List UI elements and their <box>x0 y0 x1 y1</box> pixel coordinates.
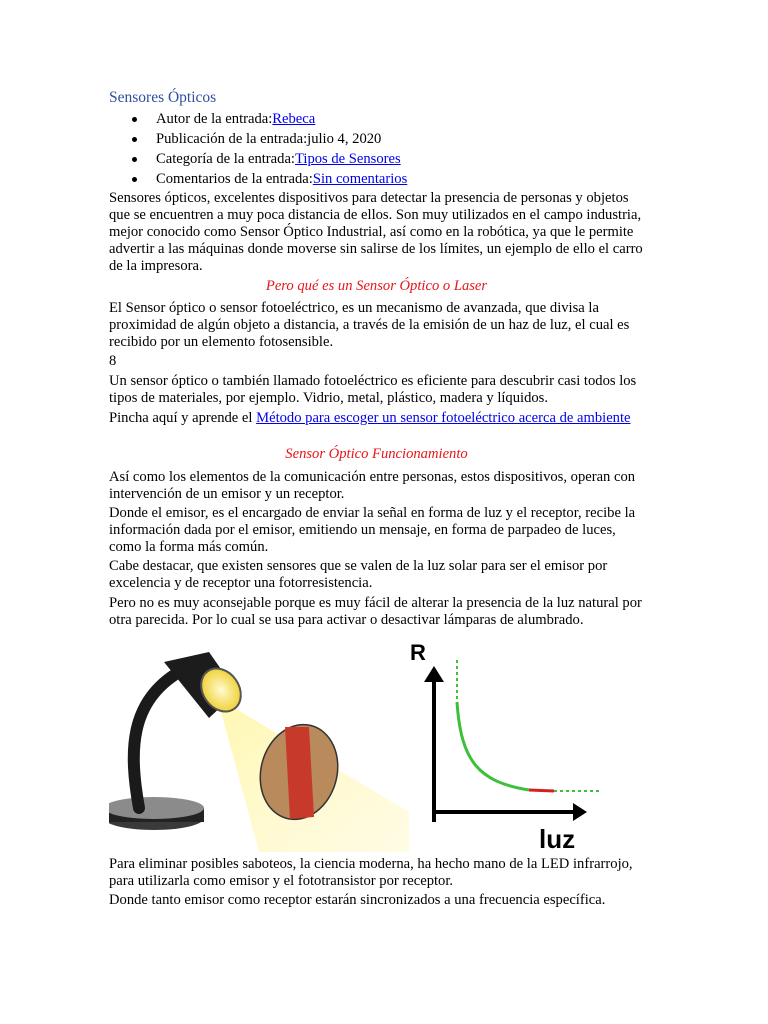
post-meta-list <box>109 111 629 191</box>
photoresistor-track <box>285 727 314 819</box>
graph-x-label: luz <box>539 824 576 852</box>
meta-category <box>109 151 629 171</box>
heading-what-is: Pero qué es un Sensor Óptico o Laser <box>265 278 488 294</box>
paragraph-solar: Cabe destacar, que existen sensores que se valen de la luz solar para ser el emisor por excelencia y de receptor una fotorresistencia. <box>109 558 608 591</box>
paragraph-emitter: Donde el emisor, es el encargado de enviar la señal en forma de luz y el receptor, recibe la información dada por el emisor, emitiendo un mensaje, en forma de parpadeo de luces, como la forma más común. <box>109 505 636 555</box>
sensor-illustration <box>109 632 619 852</box>
x-axis-arrow <box>573 803 587 821</box>
curve-red <box>529 790 554 791</box>
paragraph-definition: El Sensor óptico o sensor fotoeléctrico, es un mecanismo de avanzada, que divisa la proximidad de algún objeto a distancia, a través de la emisión de un haz de luz, el cual es recibido por un elemento fotosensible. <box>109 300 630 350</box>
paragraph-materials: Un sensor óptico o también llamado fotoeléctrico es eficiente para descubrir casi todos los tipos de materiales, por ejemplo. Vidrio, metal, plástico, madera y líquidos. <box>109 373 637 406</box>
meta-author <box>109 111 629 131</box>
method-link[interactable]: Método para escoger un sensor fotoeléctrico acerca de ambiente <box>256 410 631 426</box>
curve-green <box>457 702 529 790</box>
lamp-and-graph-figure <box>109 632 619 852</box>
y-axis-arrow <box>424 666 444 682</box>
author-link[interactable]: Rebeca <box>272 111 316 127</box>
paragraph-intro: Sensores ópticos, excelentes dispositivos para detectar la presencia de personas y objetos que se encuentren a muy poca distancia de ellos. Son muy utilizados en el campo industria, mejor conocido como Sensor Óptico Industrial, así como en la robótica, ya que le permite advertir a las máquinas donde moverse sin salirse de los límites, un ejemplo de ello el carro de la impresora. <box>109 190 643 274</box>
paragraph-communication: Así como los elementos de la comunicación entre personas, estos dispositivos, operan con intervención de un emisor y un receptor. <box>109 469 636 502</box>
meta-comments-label: Comentarios de la entrada: <box>156 171 313 187</box>
paragraph-led: Para eliminar posibles saboteos, la ciencia moderna, ha hecho mano de la LED infrarrojo, para utilizarla como emisor y el fototransistor por receptor. <box>109 856 633 889</box>
link-prefix: Pincha aquí y aprende el <box>109 410 257 426</box>
paragraph-number: 8 <box>109 353 117 369</box>
paragraph-link <box>109 410 644 427</box>
graph-y-label: R <box>410 640 426 665</box>
paragraph-natural-light: Pero no es muy aconsejable porque es muy fácil de alterar la presencia de la luz natural por otra parecida. Por lo cual se usa para activar o desactivar lámparas de alumbrado. <box>109 595 642 628</box>
paragraph-sync: Donde tanto emisor como receptor estarán sincronizados a una frecuencia específica. <box>109 892 606 908</box>
meta-comments <box>109 171 629 191</box>
page-title: Sensores Ópticos <box>109 89 217 106</box>
category-link[interactable]: Tipos de Sensores <box>294 151 401 167</box>
meta-date <box>109 131 629 151</box>
lamp-illustration <box>109 652 409 852</box>
heading-functioning: Sensor Óptico Funcionamiento <box>285 446 468 462</box>
meta-category-label: Categoría de la entrada: <box>156 151 295 167</box>
meta-date-label: Publicación de la entrada:julio 4, 2020 <box>156 131 382 147</box>
comments-link[interactable]: Sin comentarios <box>312 171 408 187</box>
lamp-arm <box>134 672 179 808</box>
resistance-vs-light-graph <box>410 640 601 852</box>
meta-author-label: Autor de la entrada: <box>156 111 273 127</box>
